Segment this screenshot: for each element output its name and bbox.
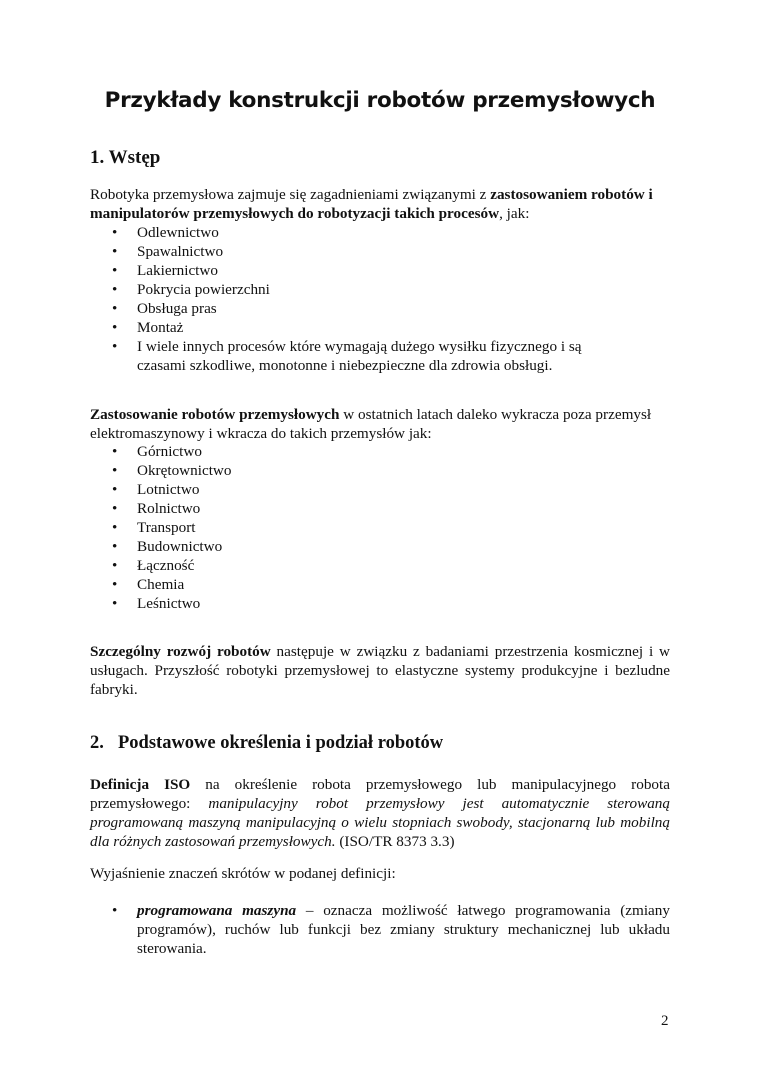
list-item-text: Spawalnictwo [137,243,224,260]
definition-paragraph [90,775,670,851]
industry-list [90,442,670,613]
bullet-icon: • [112,462,118,479]
list-item-text: Łączność [137,557,195,574]
section-2-heading [90,733,443,754]
explanation-intro: Wyjaśnienie znaczeń skrótów w podanej definicji: [90,865,396,882]
bullet-icon: • [112,243,118,260]
list-item [90,261,670,280]
definition-text: na określenie robota przemysłowego lub manipulacyjnego robota przemysłowego: [90,776,670,812]
terms-list [90,901,670,958]
development-bold-text: Szczególny rozwój robotów [90,643,271,660]
applications-text: w ostatnich latach daleko wykracza poza przemysł elektromaszynowy i wkracza do takich przemysłów jak: [90,406,652,442]
list-item-text: Pokrycia powierzchni [137,281,270,298]
bullet-icon: • [112,224,118,241]
definition-italic-text: manipulacyjny robot przemysłowy jest automatycznie sterowaną programowaną maszyną manipulacyjną o wielu stopniach swobody, stacjonarną lub mobilną dla różnych zastosowań przemysłowych. [90,795,670,850]
list-item [90,901,670,958]
list-item-text: Okrętownictwo [137,462,232,479]
list-item [90,575,670,594]
list-item [90,299,670,318]
list-item [90,556,670,575]
list-item-text: Rolnictwo [137,500,201,517]
bullet-icon: • [112,281,118,298]
term-description: – oznacza możliwość łatwego programowania (zmiany programów), ruchów lub funkcji bez zmiany struktury mechanicznej lub układu sterowania. [137,902,670,957]
list-item [90,537,670,556]
bullet-icon: • [112,595,118,612]
bullet-icon: • [112,557,118,574]
applications-bold-text: Zastosowanie robotów przemysłowych [90,406,340,423]
list-item-text: Montaż [137,319,184,336]
intro-text-end: , jak: [499,205,530,222]
list-item [90,594,670,613]
bullet-icon: • [112,443,118,460]
term-name: programowana maszyna [137,902,297,919]
list-item-text: Odlewnictwo [137,224,219,241]
intro-text: Robotyka przemysłowa zajmuje się zagadnieniami związanymi z [90,186,491,203]
bullet-icon: • [112,481,118,498]
bullet-icon: • [112,319,118,336]
list-item [90,518,670,537]
list-item [90,461,670,480]
list-item-text: Transport [137,519,196,536]
list-item-text: I wiele innych procesów które wymagają dużego wysiłku fizycznego i są czasami szkodliwe, monotonne i niebezpieczne dla zdrowia obsługi. [137,338,582,374]
bullet-icon: • [112,300,118,317]
list-item-text: Budownictwo [137,538,223,555]
applications-paragraph [90,405,670,443]
section-2-title: Podstawowe określenia i podział robotów [118,733,444,753]
list-item [90,499,670,518]
page-number: 2 [661,1013,669,1029]
process-list [90,223,670,375]
list-item [90,442,670,461]
list-item [90,280,670,299]
section-2-number: 2. [90,733,104,753]
list-item-text: Obsługa pras [137,300,217,317]
list-item-text: Lakiernictwo [137,262,218,279]
list-item [90,337,670,375]
list-item-text: Chemia [137,576,185,593]
intro-paragraph [90,185,670,223]
development-text: następuje w związku z badaniami przestrzenia kosmicznej i w usługach. Przyszłość robotyki przemysłowej to elastyczne systemy produkcyjne i bezludne fabryki. [90,643,670,698]
bullet-icon: • [112,338,118,355]
bullet-icon: • [112,519,118,536]
bullet-icon: • [112,576,118,593]
definition-bold-text: Definicja ISO [90,776,191,793]
list-item-text: Leśnictwo [137,595,201,612]
intro-bold-text: zastosowaniem robotów i manipulatorów przemysłowych do robotyzacji takich procesów [90,186,653,222]
bullet-icon: • [112,902,118,919]
list-item [90,480,670,499]
bullet-icon: • [112,538,118,555]
development-paragraph [90,642,670,699]
bullet-icon: • [112,500,118,517]
list-item [90,223,670,242]
bullet-icon: • [112,262,118,279]
list-item-text: Górnictwo [137,443,202,460]
list-item-text: Lotnictwo [137,481,200,498]
list-item [90,318,670,337]
definition-reference: (ISO/TR 8373 3.3) [335,833,455,850]
document-title: Przykłady konstrukcji robotów przemysłowych [104,88,656,113]
list-item [90,242,670,261]
section-1-heading: 1. Wstęp [90,147,161,168]
